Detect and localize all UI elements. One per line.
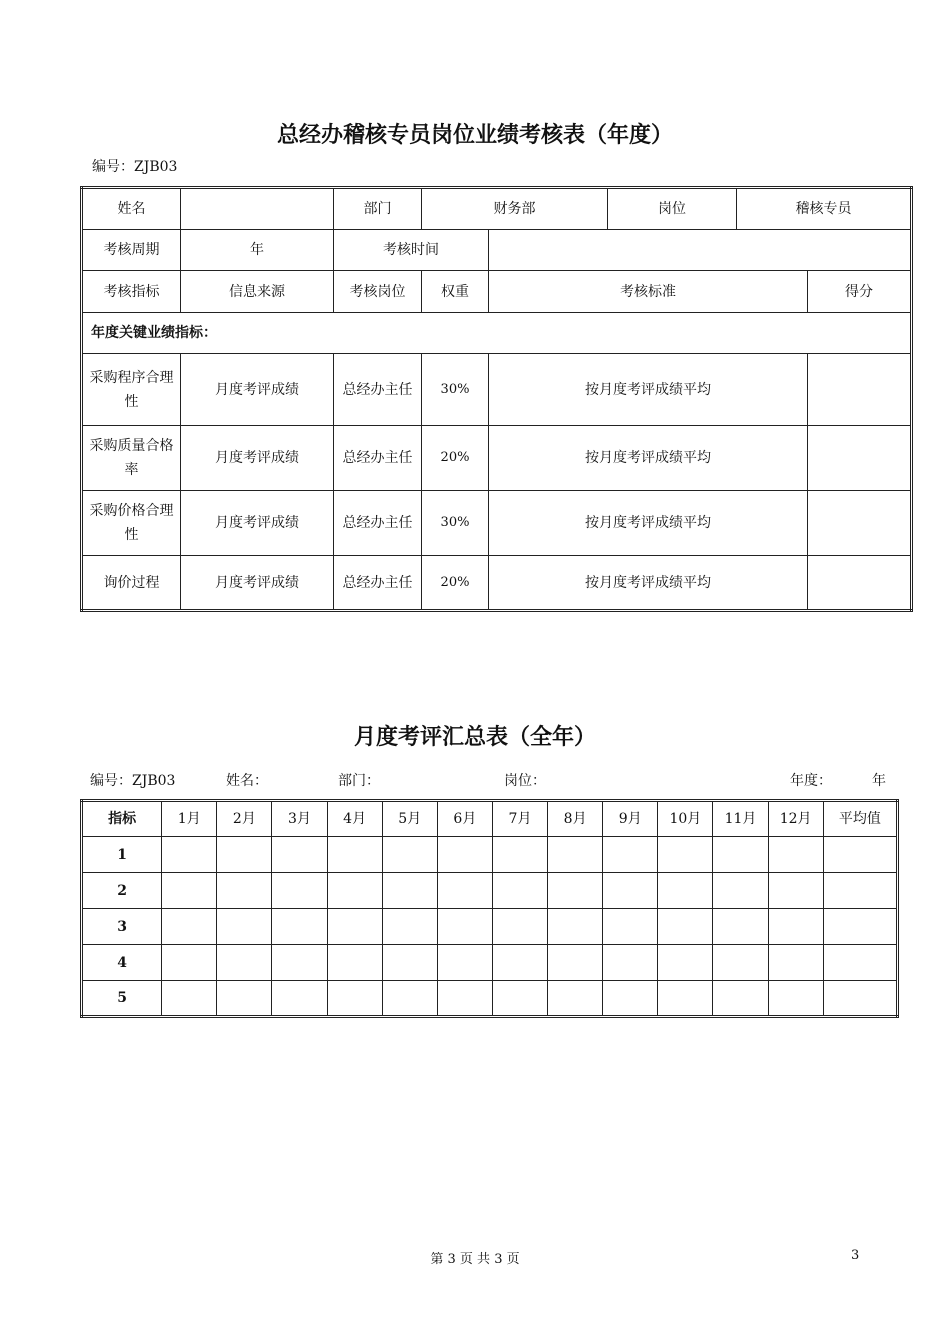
header-cell: 3月 (272, 801, 327, 837)
table-row (82, 873, 898, 909)
weight-cell: 20% (422, 426, 489, 491)
row-index: 3 (82, 909, 162, 945)
score-cell (808, 426, 912, 491)
row-index: 1 (82, 837, 162, 873)
form2-dept-label: 部门： (338, 773, 380, 789)
row-index: 5 (82, 981, 162, 1017)
name-label: 姓名 (82, 188, 181, 230)
standard-cell: 按月度考评成绩平均 (489, 426, 808, 491)
form1-code: 编号：ZJB03 (92, 159, 178, 175)
table-row (82, 945, 898, 981)
period-label: 考核周期 (82, 230, 181, 271)
header-weight: 权重 (422, 271, 489, 313)
header-score: 得分 (808, 271, 912, 313)
header-standard: 考核标准 (489, 271, 808, 313)
standard-cell: 按月度考评成绩平均 (489, 354, 808, 426)
header-cell: 9月 (603, 801, 658, 837)
header-row (82, 801, 898, 837)
table-row (82, 909, 898, 945)
header-cell: 平均值 (823, 801, 897, 837)
post-value: 稽核专员 (737, 188, 912, 230)
header-cell: 12月 (768, 801, 823, 837)
table-row (82, 426, 912, 491)
header-indicator: 考核指标 (82, 271, 181, 313)
score-cell (808, 556, 912, 611)
weight-cell: 30% (422, 491, 489, 556)
header-cell: 5月 (382, 801, 437, 837)
standard-cell: 按月度考评成绩平均 (489, 491, 808, 556)
source-cell: 月度考评成绩 (181, 354, 334, 426)
header-cell: 10月 (658, 801, 713, 837)
indicator-cell: 采购价格合理性 (82, 491, 181, 556)
footer-page-number: 3 (851, 1248, 860, 1263)
indicator-cell: 采购质量合格率 (82, 426, 181, 491)
section-heading: 年度关键业绩指标： (82, 313, 912, 354)
name-value (181, 188, 334, 230)
period-value: 年 (181, 230, 334, 271)
header-cell: 6月 (437, 801, 492, 837)
post-cell: 总经办主任 (334, 491, 422, 556)
row-index: 2 (82, 873, 162, 909)
header-source: 信息来源 (181, 271, 334, 313)
standard-cell: 按月度考评成绩平均 (489, 556, 808, 611)
header-cell: 1月 (162, 801, 217, 837)
dept-label: 部门 (334, 188, 422, 230)
form2-post-label: 岗位： (504, 773, 546, 789)
row-index: 4 (82, 945, 162, 981)
form2-year-label: 年度： (790, 773, 832, 789)
post-cell: 总经办主任 (334, 354, 422, 426)
table-row (82, 491, 912, 556)
header-cell: 11月 (713, 801, 768, 837)
dept-value: 财务部 (422, 188, 608, 230)
header-cell: 8月 (548, 801, 603, 837)
source-cell: 月度考评成绩 (181, 556, 334, 611)
header-cell: 7月 (492, 801, 547, 837)
header-cell: 4月 (327, 801, 382, 837)
weight-cell: 20% (422, 556, 489, 611)
footer-page-text: 第 3 页 共 3 页 (430, 1252, 520, 1267)
table-row (82, 837, 898, 873)
table-row (82, 981, 898, 1017)
indicator-cell: 采购程序合理性 (82, 354, 181, 426)
header-post: 考核岗位 (334, 271, 422, 313)
header-cell: 指标 (82, 801, 162, 837)
post-label: 岗位 (608, 188, 737, 230)
post-cell: 总经办主任 (334, 426, 422, 491)
form2-title: 月度考评汇总表（全年） (353, 724, 596, 750)
score-cell (808, 491, 912, 556)
table-row (82, 354, 912, 426)
form2-code: 编号：ZJB03 (90, 773, 176, 789)
source-cell: 月度考评成绩 (181, 491, 334, 556)
post-cell: 总经办主任 (334, 556, 422, 611)
time-value (489, 230, 912, 271)
source-cell: 月度考评成绩 (181, 426, 334, 491)
time-label: 考核时间 (334, 230, 489, 271)
form2-name-label: 姓名： (226, 773, 268, 789)
weight-cell: 30% (422, 354, 489, 426)
form1-title: 总经办稽核专员岗位业绩考核表（年度） (276, 122, 673, 148)
form2-year-unit: 年 (872, 773, 886, 789)
table-row (82, 556, 912, 611)
header-cell: 2月 (217, 801, 272, 837)
indicator-cell: 询价过程 (82, 556, 181, 611)
score-cell (808, 354, 912, 426)
form2-table (80, 799, 899, 1018)
form1-table (80, 186, 913, 612)
